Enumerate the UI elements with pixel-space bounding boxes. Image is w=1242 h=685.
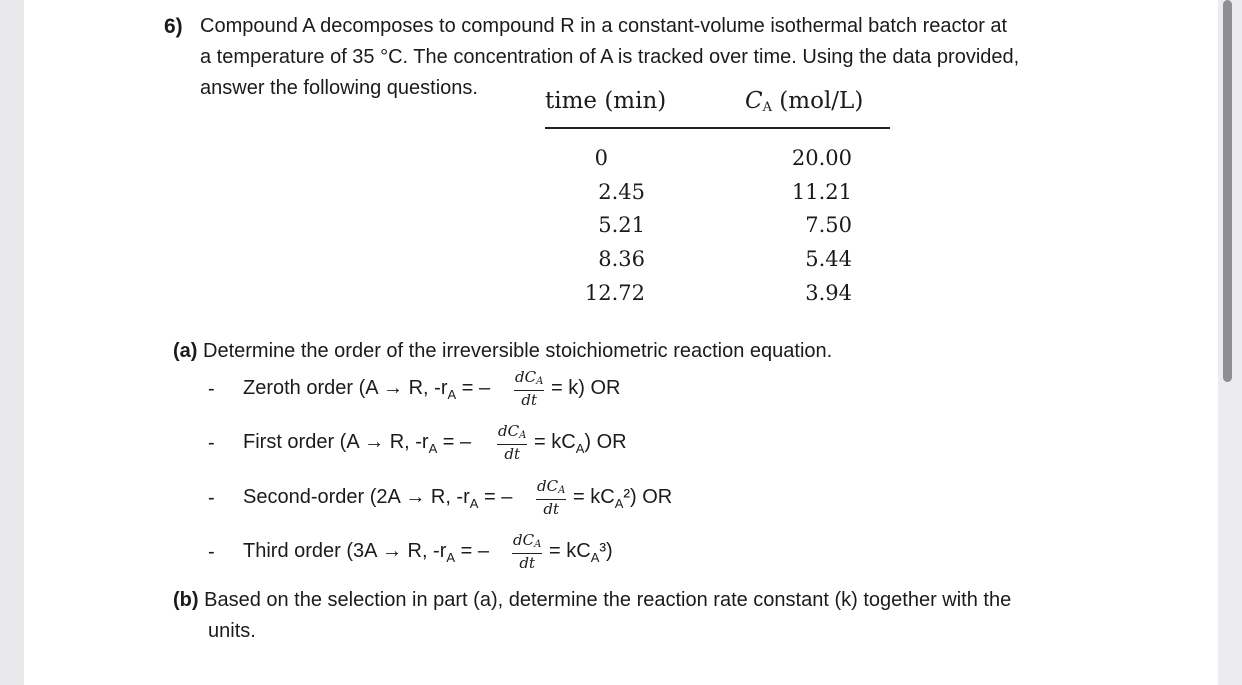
intro-line-3: answer the following questions. — [200, 77, 478, 99]
option-first-tail: = $kC_A$) OR — [534, 431, 627, 456]
table-cell-conc: 3.94 — [805, 281, 852, 305]
bullet-dash: - — [208, 541, 215, 563]
intro-line-1: Compound A decomposes to compound R in a constant-volume isothermal batch reactor at — [200, 15, 1008, 37]
part-a-heading: (a) Determine the order of the irreversible stoichiometric reaction equation. — [173, 340, 833, 362]
option-zeroth-order: Zeroth order (A → R, $-r_A$ = – — [243, 377, 491, 402]
table-cell-time: 5.21 — [598, 213, 645, 237]
question-number: 6) — [164, 15, 183, 38]
bullet-dash: - — [208, 378, 215, 400]
option-second-tail: = $kC_A^2$) OR — [573, 486, 673, 511]
derivative-fraction: $dC_A$ dt — [513, 531, 542, 572]
option-first-order: First order (A → R, $-r_A$ = – — [243, 431, 472, 456]
table-cell-conc: 20.00 — [791, 146, 852, 170]
table-cell-conc: 11.21 — [791, 180, 852, 204]
table-cell-time: 8.36 — [598, 247, 645, 271]
option-third-order: Third order (3A → R, $-r_A$ = – — [243, 540, 489, 565]
option-third-tail: = $kC_A^3$) — [549, 540, 613, 565]
table-header-time: time (min) — [545, 88, 667, 114]
intro-line-2: a temperature of 35 °C. The concentration of A is tracked over time. Using the data provided, — [200, 46, 1020, 68]
part-b-heading: (b) Based on the selection in part (a), determine the reaction rate constant (k) together with the — [173, 589, 1012, 611]
table-header-rule — [545, 127, 890, 129]
table-cell-conc: 5.44 — [805, 247, 852, 271]
option-zeroth-tail: = k) OR — [551, 377, 621, 399]
table-cell-time: 2.45 — [598, 180, 645, 204]
scrollbar-thumb[interactable] — [1223, 0, 1232, 382]
bullet-dash: - — [208, 487, 215, 509]
derivative-fraction: $dC_A$ dt — [537, 477, 566, 518]
option-second-order: Second-order (2A → R, $-r_A$ = – — [243, 486, 513, 511]
table-cell-time: 0 — [594, 146, 608, 170]
bullet-dash: - — [208, 432, 215, 454]
table-cell-time: 12.72 — [584, 281, 645, 305]
table-cell-conc: 7.50 — [805, 213, 852, 237]
derivative-fraction: $dC_A$ dt — [515, 368, 544, 409]
part-b-line-2: units. — [208, 620, 256, 642]
derivative-fraction: $dC_A$ dt — [498, 422, 527, 463]
table-header-concentration: $C_A$ (mol/L) — [745, 88, 864, 115]
